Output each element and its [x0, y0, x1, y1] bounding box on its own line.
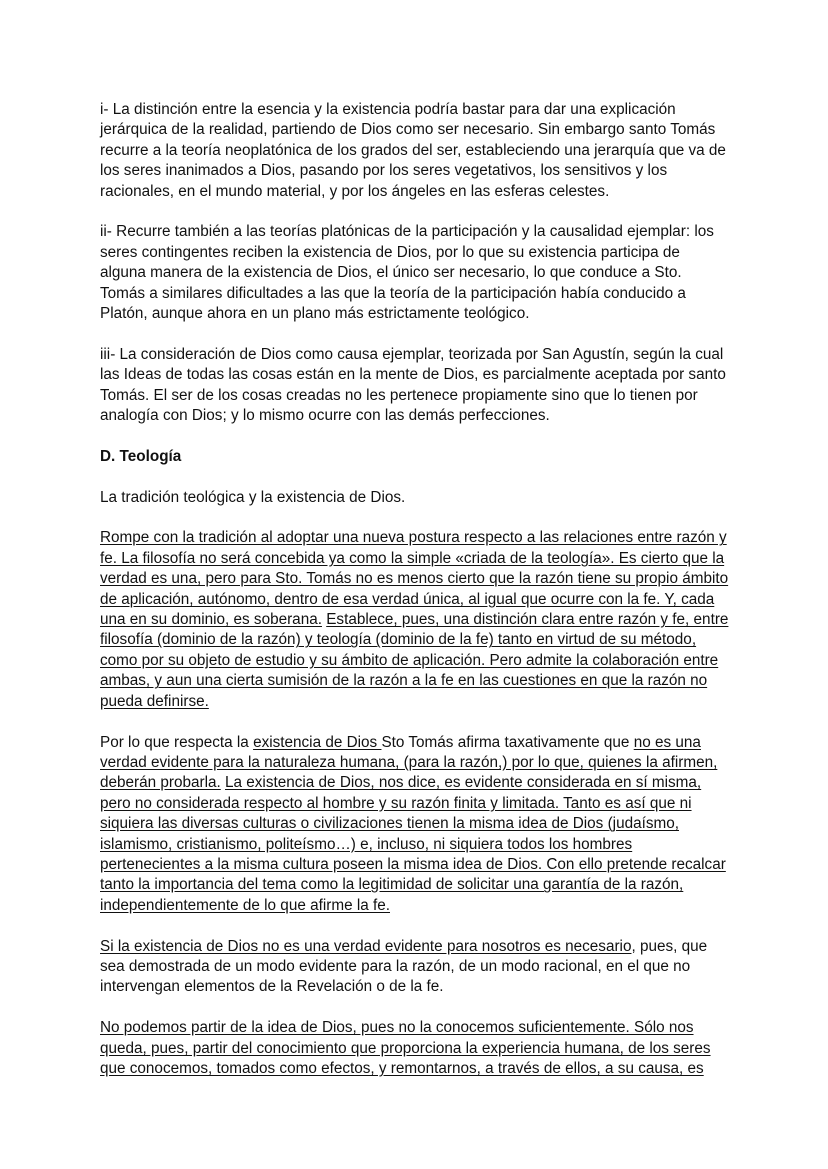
paragraph-i: i- La distinción entre la esencia y la existencia podría bastar para dar una explicación jerárquica de la realidad, partiendo de Dios como ser necesario. Sin embargo santo Tomás recurre a la teoría neoplatónica de los grados del ser, estableciendo una jerarquía que va de los seres inanimados a Dios, pasando por los seres vegetativos, los sensitivos y los racionales, en el mundo material, y por los ángeles en las esferas celestes.: [100, 101, 726, 200]
plain-text: Por lo que respecta la: [100, 733, 254, 751]
underlined-text: no es una verdad evidente para la naturaleza humana, (para la razón,) por lo que, quienes la afirmen, deberán probarla.: [100, 733, 718, 792]
section-heading: D. Teología: [100, 447, 182, 465]
plain-text: Sto Tomás afirma taxativamente que: [381, 733, 634, 751]
paragraph-demonstration: [100, 937, 730, 998]
underlined-text: No podemos partir de la idea de Dios, pues no la conocemos suficientemente. Sólo nos queda, pues, partir del conocimiento que proporciona la experiencia humana, de los seres que conocemos, tomados como efectos, y remontarnos, a través de ellos, a su causa, es: [100, 1019, 711, 1077]
paragraph-starting-point: [100, 1018, 730, 1079]
paragraph-ii: ii- Recurre también a las teorías platónicas de la participación y la causalidad ejemplar: los seres contingentes reciben la existencia de Dios, por lo que su existencia participa de alguna manera de la existencia de Dios, el único ser necesario, lo que conduce a Sto. Tomás a similares dificultades a las que la teoría de la participación había conducido a Platón, aunque ahora en un plano más estrictamente teológico.: [100, 223, 714, 323]
paragraph-iii: iii- La consideración de Dios como causa ejemplar, teorizada por San Agustín, según la cual las Ideas de todas las cosas están en la mente de Dios, es parcialmente aceptada por santo Tomás. El ser de los cosas creadas no les pertenece propiamente sino que lo tienen por analogía con Dios; y lo mismo ocurre con las demás perfecciones.: [100, 345, 726, 425]
section-subheading: La tradición teológica y la existencia de Dios.: [100, 488, 406, 506]
underlined-text: Si la existencia de Dios no es una verdad evidente para nosotros es necesario: [100, 937, 632, 955]
underlined-text: Rompe con la tradición al adoptar una nueva postura respecto a las relaciones entre razón y fe. La filosofía no será concebida ya como la simple «criada de la teología». Es cierto que la verdad es una, pero para Sto. Tomás no es menos cierto que la razón tiene su propio ámbito de aplicación, autónomo, dentro de esa verdad única, al igual que ocurre con la fe. Y, cada una en su dominio, es soberana.: [100, 529, 729, 629]
underlined-text: existencia de Dios: [253, 733, 382, 751]
paragraph-reason-faith: [100, 528, 730, 712]
underlined-text: Establece, pues, una distinción clara entre razón y fe, entre filosofía (dominio de la razón) y teología (dominio de la fe) tanto en virtud de su método, como por su objeto de estudio y su ámbito de aplicación. Pero admite la colaboración entre ambas, y aun una cierta sumisión de la razón a la fe en las cuestiones en que la razón no pueda definirse.: [100, 611, 729, 710]
plain-text: , pues, que sea demostrada de un modo evidente para la razón, de un modo racional, en el que no intervengan elementos de la Revelación o de la fe.: [100, 937, 708, 996]
underlined-text: La existencia de Dios, nos dice, es evidente considerada en sí misma, pero no considerada respecto al hombre y su razón finita y limitada. Tanto es así que ni siquiera las diversas culturas o civilizaciones tienen la misma idea de Dios (judaísmo, islamismo, cristianismo, politeísmo…) e, incluso, ni siquiera todos los hombres pertenecientes a la misma cultura poseen la misma idea de Dios. Con ello pretende recalcar tanto la importancia del tema como la legitimidad de solicitar una garantía de la razón, independientemente de lo que afirme la fe.: [100, 774, 726, 914]
document-body: [100, 100, 730, 1100]
paragraph-existence-of-god: [100, 733, 730, 917]
